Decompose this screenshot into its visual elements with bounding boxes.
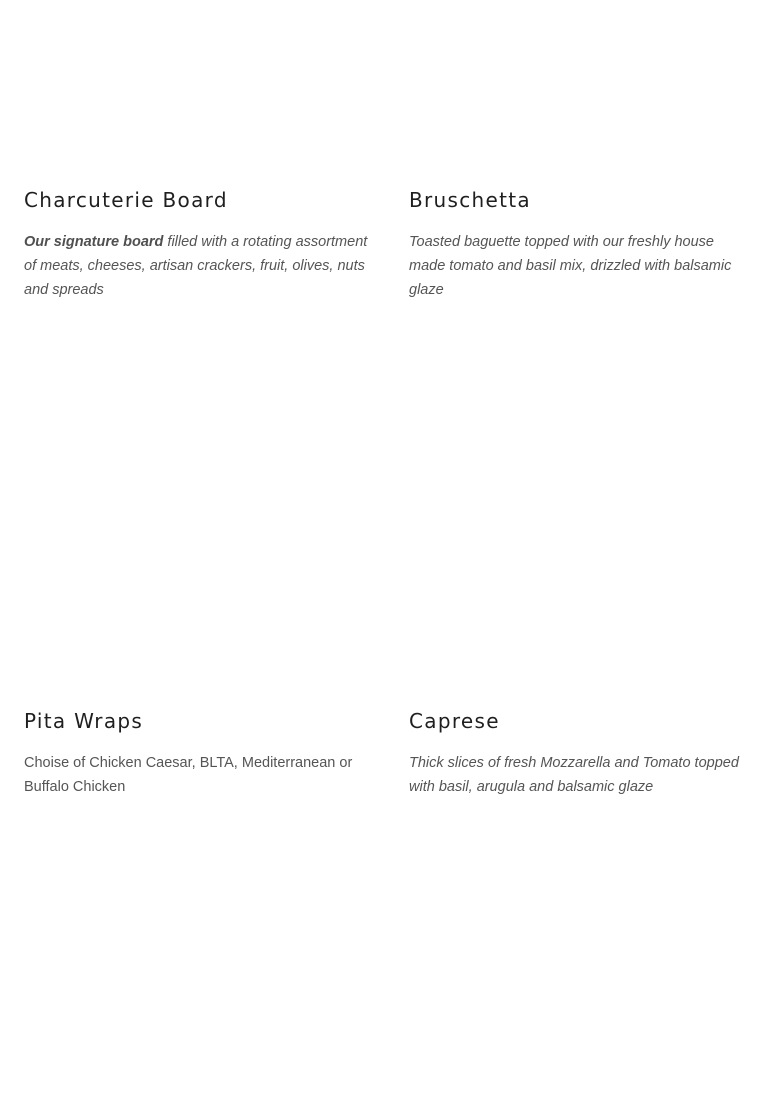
- menu-item-pita-wraps: [24, 709, 369, 795]
- menu-item-title: Bruschetta: [409, 188, 531, 212]
- menu-item-charcuterie-board: [24, 188, 369, 298]
- menu-item-description: [24, 230, 369, 302]
- menu-item-description: Thick slices of fresh Mozzarella and Tomato topped with basil, arugula and balsamic glaze: [409, 755, 739, 795]
- menu-item-title: Charcuterie Board: [24, 188, 228, 212]
- menu-item-description: Toasted baguette topped with our freshly house made tomato and basil mix, drizzled with balsamic glaze: [409, 234, 732, 298]
- menu-item-caprese: [409, 709, 754, 795]
- menu-item-description: Choise of Chicken Caesar, BLTA, Mediterranean or Buffalo Chicken: [24, 755, 353, 795]
- menu-item-title: Caprese: [409, 709, 500, 733]
- menu-item-description-emphasis: Our signature board: [24, 234, 164, 250]
- menu-item-description-text: filled with a rotating assortment of meats, cheeses, artisan crackers, fruit, olives, nuts and spreads: [24, 234, 368, 298]
- menu-item-title: Pita Wraps: [24, 709, 144, 733]
- menu-item-bruschetta: [409, 188, 754, 298]
